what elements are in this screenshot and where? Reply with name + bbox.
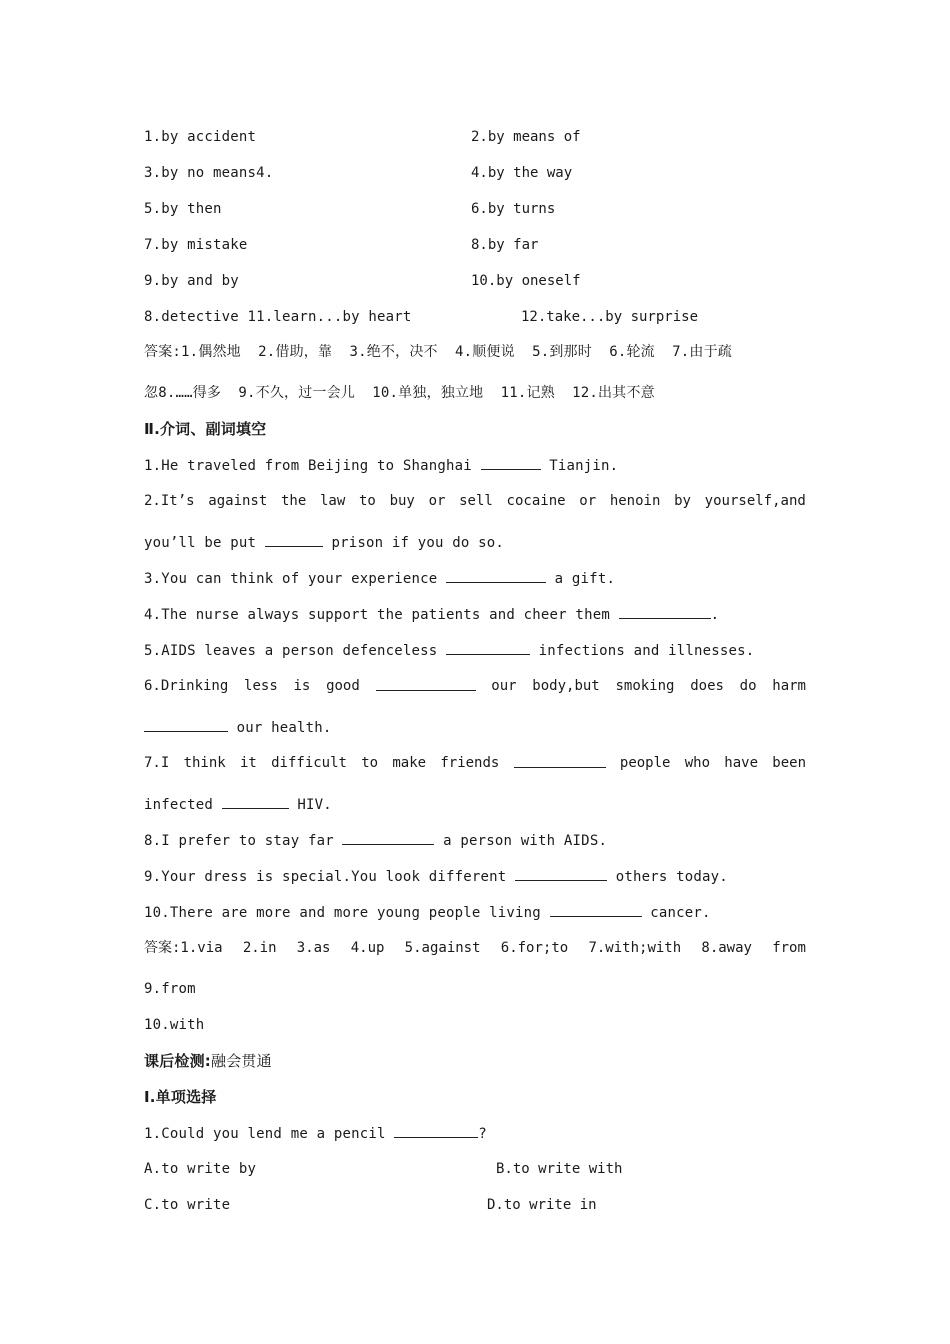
phrase-4: 4.by the way xyxy=(471,165,573,181)
question-4: 4.The nurse always support the patients and cheer them . xyxy=(144,604,719,625)
phrase-10: 10.by oneself xyxy=(471,273,581,289)
answer-blank[interactable] xyxy=(550,902,642,917)
answers-1-line-2: 忽8.……得多 9.不久，过一会儿 10.单独，独立地 11.记熟 12.出其不意 xyxy=(144,385,655,401)
phrase-6: 6.by turns xyxy=(471,201,556,217)
answer-blank[interactable] xyxy=(619,604,711,619)
answers-2-line-1: 答案:1.via 2.in 3.as 4.up 5.against 6.for;to 7.with;with 8.away from xyxy=(144,940,806,956)
section-2-title: Ⅱ.介词、副词填空 xyxy=(144,420,267,438)
mc-question-1: 1.Could you lend me a pencil ? xyxy=(144,1123,487,1144)
answer-blank[interactable] xyxy=(342,830,434,845)
answer-blank[interactable] xyxy=(265,532,323,547)
answer-blank[interactable] xyxy=(446,640,530,655)
after-class-heading: 课后检测:融会贯通 xyxy=(144,1052,272,1070)
answer-blank[interactable] xyxy=(515,866,607,881)
answers-2-line-2: 9.from xyxy=(144,981,196,997)
question-2-line-2: you’ll be put prison if you do so. xyxy=(144,532,504,553)
question-7-line-2: infected HIV. xyxy=(144,794,332,815)
phrase-1: 1.by accident xyxy=(144,129,257,145)
phrase-3: 3.by no means4. xyxy=(144,165,274,181)
option-c[interactable]: C.to write xyxy=(144,1197,231,1213)
phrase-5: 5.by then xyxy=(144,201,222,217)
question-5: 5.AIDS leaves a person defenceless infections and illnesses. xyxy=(144,640,754,661)
answer-blank[interactable] xyxy=(446,568,546,583)
phrase-7: 7.by mistake xyxy=(144,237,248,253)
question-6-line-2: our health. xyxy=(144,717,332,738)
phrase-8: 8.by far xyxy=(471,237,539,253)
answer-blank[interactable] xyxy=(394,1123,478,1138)
answer-blank[interactable] xyxy=(376,676,476,691)
answer-blank[interactable] xyxy=(481,455,541,470)
question-8: 8.I prefer to stay far a person with AIDS. xyxy=(144,830,607,851)
answers-2-line-3: 10.with xyxy=(144,1017,205,1033)
question-1: 1.He traveled from Beijing to Shanghai Tianjin. xyxy=(144,455,618,476)
phrase-11: 8.detective 11.learn...by heart xyxy=(144,309,412,325)
question-9: 9.Your dress is special.You look different others today. xyxy=(144,866,728,887)
answer-blank[interactable] xyxy=(514,753,606,768)
phrase-12: 12.take...by surprise xyxy=(521,309,699,325)
option-d[interactable]: D.to write in xyxy=(487,1197,597,1213)
answer-blank[interactable] xyxy=(144,717,228,732)
question-10: 10.There are more and more young people living cancer. xyxy=(144,902,711,923)
option-a[interactable]: A.to write by xyxy=(144,1161,257,1177)
question-2-line-1: 2.It’s against the law to buy or sell cocaine or henoin by yourself,and xyxy=(144,493,806,509)
answer-blank[interactable] xyxy=(222,794,289,809)
question-3: 3.You can think of your experience a gift. xyxy=(144,568,615,589)
section-1-title: Ⅰ.单项选择 xyxy=(144,1088,217,1106)
question-6-line-1: 6.Drinking less is good our body,but smoking does do harm xyxy=(144,678,806,694)
question-7-line-1: 7.I think it difficult to make friends people who have been xyxy=(144,755,806,771)
option-b[interactable]: B.to write with xyxy=(496,1161,623,1177)
phrase-2: 2.by means of xyxy=(471,129,581,145)
phrase-9: 9.by and by xyxy=(144,273,239,289)
answers-1-line-1: 答案:1.偶然地 2.借助，靠 3.绝不，决不 4.顺便说 5.到那时 6.轮流 7.由于疏 xyxy=(144,344,732,360)
